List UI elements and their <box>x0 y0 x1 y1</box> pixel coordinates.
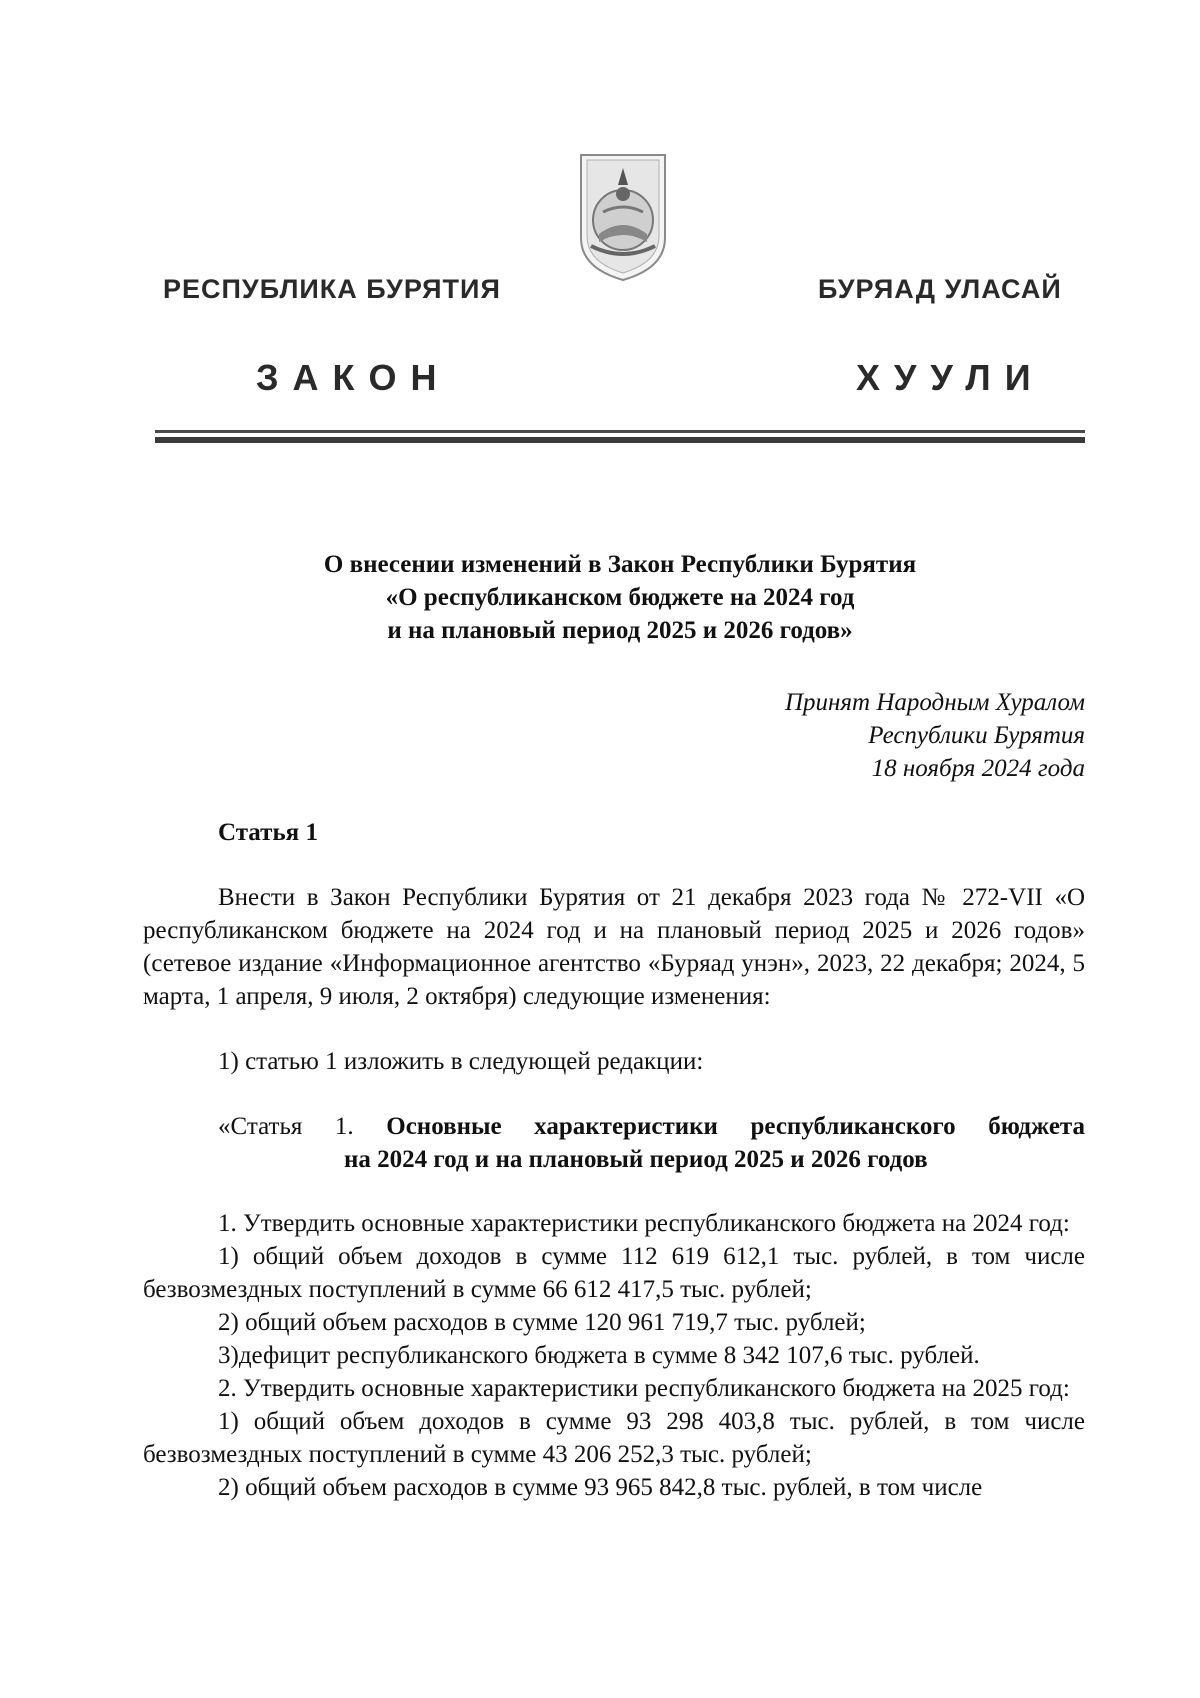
header-divider-thick <box>155 437 1085 443</box>
body-paragraph: 2) общий объем расходов в сумме 120 961 719,7 тыс. рублей; <box>218 1309 866 1336</box>
new-article-heading-line1 <box>218 1110 1085 1143</box>
body-paragraph: 2. Утвердить основные характеристики республиканского бюджета на 2025 год: <box>218 1375 1070 1402</box>
header-country-ru: РЕСПУБЛИКА БУРЯТИЯ <box>163 274 501 304</box>
body-paragraph: 1) общий объем доходов в сумме 112 619 612,1 тыс. рублей, в том числе безвозмездных поступлений в сумме 66 612 417,5 тыс. рублей; <box>143 1243 1085 1303</box>
header-doc-type-bua: ХУУЛИ <box>856 357 1045 398</box>
intro-paragraph: Внести в Закон Республики Бурятия от 21 декабря 2023 года № 272-VII «О республиканском бюджете на 2024 год и на плановый период 2025 и 2026 годов» (сетевое издание «Информационное агентство «Буряад унэн», 2023, 22 декабря; 2024, 5 марта, 1 апреля, 9 июля, 2 октября) следующие изменения: <box>143 884 1085 1010</box>
amendment-item: 1) статью 1 изложить в следующей редакции: <box>218 1048 704 1075</box>
new-article-title: Основные характеристики республиканского бюджета <box>386 1113 1086 1140</box>
coat-of-arms-icon <box>573 150 673 285</box>
header-country-bua: БУРЯАД УЛАСАЙ <box>818 274 1062 304</box>
law-title-line: и на плановый период 2025 и 2026 годов» <box>387 617 853 644</box>
header-divider-thin <box>155 430 1085 433</box>
adoption-date: 18 ноября 2024 года <box>871 755 1085 782</box>
article-heading: Статья 1 <box>218 819 318 846</box>
header-doc-type-ru: ЗАКОН <box>256 357 451 398</box>
law-title <box>155 548 1085 647</box>
new-article-prefix: «Статья 1. <box>218 1113 354 1140</box>
new-article-heading <box>218 1110 1085 1176</box>
law-title-line: «О республиканском бюджете на 2024 год <box>385 584 855 611</box>
article-body <box>143 1207 1085 1504</box>
body-paragraph: 3)дефицит республиканского бюджета в сумме 8 342 107,6 тыс. рублей. <box>218 1342 980 1369</box>
adoption-line: Республики Бурятия <box>868 722 1085 749</box>
law-title-line: О внесении изменений в Закон Республики Бурятия <box>323 551 917 578</box>
new-article-title-line2: на 2024 год и на плановый период 2025 и 2026 годов <box>344 1146 928 1173</box>
adoption-line: Принят Народным Хуралом <box>784 689 1085 716</box>
adoption-note <box>600 686 1085 785</box>
body-paragraph: 2) общий объем расходов в сумме 93 965 842,8 тыс. рублей, в том числе <box>218 1474 983 1501</box>
body-paragraph: 1) общий объем доходов в сумме 93 298 403,8 тыс. рублей, в том числе безвозмездных поступлений в сумме 43 206 252,3 тыс. рублей; <box>143 1408 1085 1468</box>
body-paragraph: 1. Утвердить основные характеристики республиканского бюджета на 2024 год: <box>218 1210 1070 1237</box>
